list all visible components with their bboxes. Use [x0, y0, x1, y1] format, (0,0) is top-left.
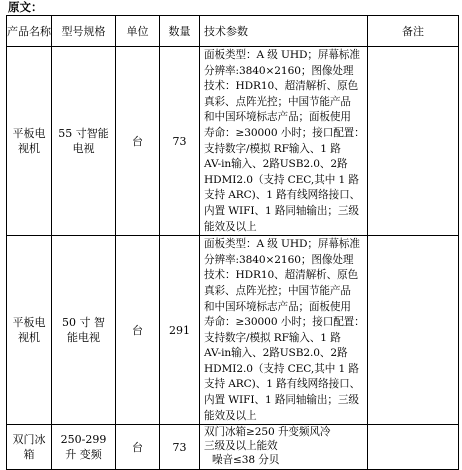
tech-param-line: 真彩、点阵光控；中国节能产品: [204, 284, 351, 297]
header-tech-params: 技术参数: [200, 16, 368, 47]
remarks-cell: [368, 236, 459, 425]
model-cell: 50 寸 智 能电视: [52, 236, 116, 425]
tech-params-cell: [200, 47, 368, 236]
product-name-cell: 平板电 视机: [7, 236, 52, 425]
header-remarks: 备注: [368, 16, 459, 47]
tech-params-cell: [200, 425, 368, 470]
tech-param-line: 支持 ARC)、1 路有线网络接口、: [204, 378, 361, 391]
tech-param-line: 双门冰箱≥250 升变频风冷: [204, 426, 331, 439]
header-model: 型号规格: [52, 16, 116, 47]
unit-cell: 台: [116, 47, 160, 236]
model-cell: 250-299 升 变频: [52, 425, 116, 470]
table-row: [7, 47, 459, 236]
tech-param-line: 面板类型：A 级 UHD；屏幕标准: [204, 238, 360, 251]
tech-param-line: AV-in输入、2路USB2.0、2路: [204, 158, 348, 171]
header-row: [7, 16, 459, 47]
tech-param-line: 和中国环境标志产品；面板使用: [204, 111, 351, 124]
remarks-cell: [368, 47, 459, 236]
product-spec-table: [6, 15, 459, 470]
tech-param-line: 和中国环境标志产品；面板使用: [204, 300, 351, 313]
tech-param-line: HDMI2.0（支持 CEC,其中 1 路: [204, 173, 359, 186]
header-product-name: 产品名称: [7, 16, 52, 47]
quantity-cell: 291: [160, 236, 200, 425]
tech-param-line: 分辨率:3840×2160；图像处理: [204, 253, 354, 266]
tech-param-line: 寿命：≥30000 小时；接口配置：: [204, 126, 365, 139]
tech-param-line: 分辨率:3840×2160；图像处理: [204, 64, 354, 77]
tech-param-line: 支持 ARC)、1 路有线网络接口、: [204, 189, 361, 202]
tech-param-line: 寿命：≥30000 小时；接口配置：: [204, 316, 365, 329]
header-quantity: 数量: [160, 16, 200, 47]
tech-param-line: 技术：HDR10、超清解析、原色: [204, 80, 359, 93]
quantity-cell: 73: [160, 425, 200, 470]
tech-param-line: 内置 WIFI、1 路同轴输出；三级: [204, 394, 359, 407]
model-cell: 55 寸智能 电视: [52, 47, 116, 236]
page-heading: 原文：: [8, 0, 43, 14]
tech-param-line: 技术：HDR10、超清解析、原色: [204, 269, 359, 282]
product-name-cell: 平板电 视机: [7, 47, 52, 236]
header-unit: 单位: [116, 16, 160, 47]
tech-param-line: 噪音≤38 分贝: [212, 454, 280, 467]
tech-param-line: AV-in输入、2路USB2.0、2路: [204, 347, 348, 360]
tech-param-line: 支持数字/模拟 RF输入、1 路: [204, 331, 341, 344]
table-row: [7, 425, 459, 470]
unit-cell: 台: [116, 236, 160, 425]
tech-param-line: HDMI2.0（支持 CEC,其中 1 路: [204, 362, 359, 375]
tech-param-line: 能效及以上: [204, 409, 257, 422]
product-name-cell: 双门冰 箱: [7, 425, 52, 470]
tech-param-line: 能效及以上: [204, 220, 257, 233]
tech-param-line: 三级及以上能效: [204, 440, 278, 453]
tech-param-line: 面板类型：A 级 UHD；屏幕标准: [204, 49, 360, 61]
tech-param-line: 支持数字/模拟 RF输入、1 路: [204, 142, 341, 155]
tech-params-cell: [200, 236, 368, 425]
tech-param-line: 内置 WIFI、1 路同轴输出；三级: [204, 204, 359, 217]
quantity-cell: 73: [160, 47, 200, 236]
remarks-cell: [368, 425, 459, 470]
table-row: [7, 236, 459, 425]
unit-cell: 台: [116, 425, 160, 470]
tech-param-line: 真彩、点阵光控；中国节能产品: [204, 95, 351, 108]
